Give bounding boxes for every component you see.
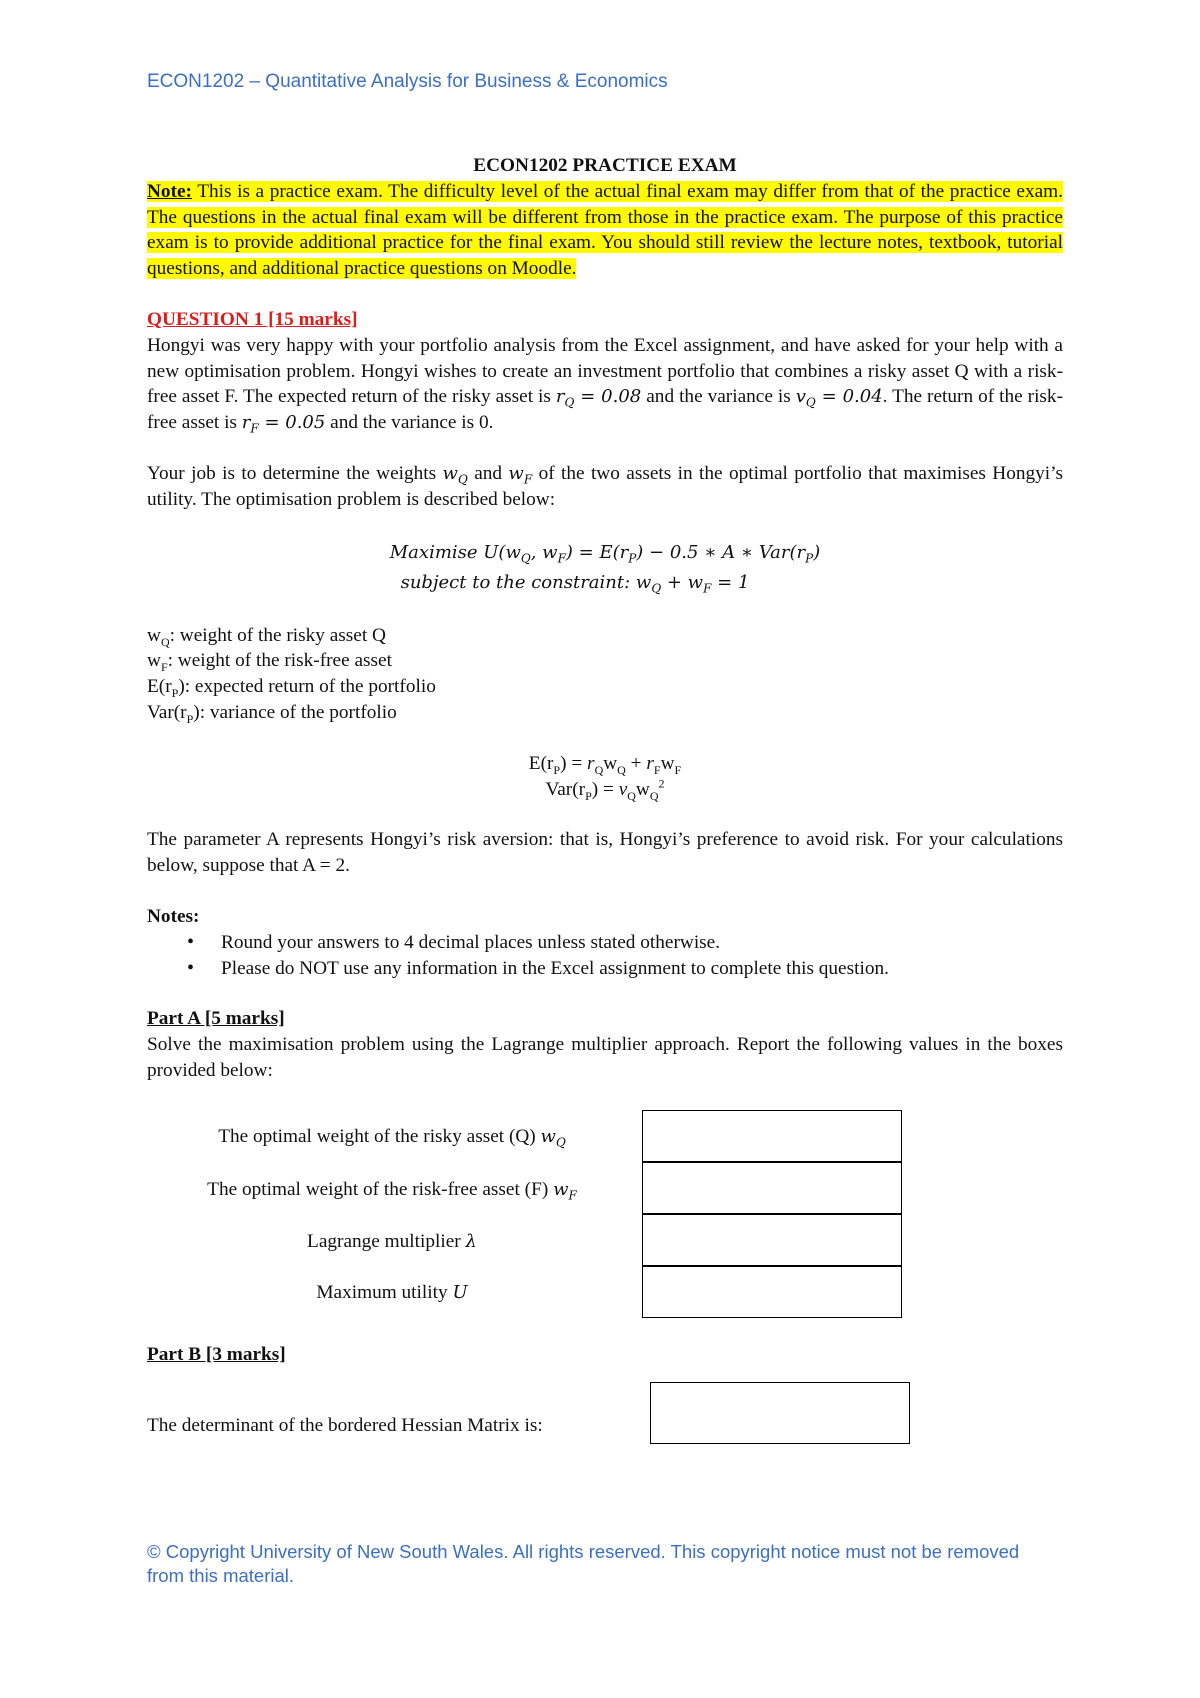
- part-b-text: The determinant of the bordered Hessian Matrix is:: [147, 1414, 543, 1436]
- definition-expected-return: $E(r_P)$: expected return of the portfolio: [147, 676, 436, 701]
- question-1-heading: QUESTION 1 [15 marks]: [147, 308, 358, 330]
- note-item: • Round your answers to 4 decimal places unless stated otherwise.: [221, 930, 1063, 956]
- job-and: and: [474, 462, 503, 484]
- notes-heading: Notes:: [147, 905, 200, 927]
- rq-equation: $r_Q = 0.08$: [555, 386, 642, 410]
- risk-aversion-text: The parameter A represents Hongyi’s risk aversion: that is, Hongyi’s preference to avoid risk. For your calculations below, suppose that A = 2.: [147, 829, 1063, 877]
- answer-box-hessian[interactable]: [650, 1382, 910, 1444]
- question-1-intro: [147, 333, 1063, 436]
- job-part-b: of the two assets in the optimal portfolio that maximises Hongyi’s utility. The optimisation problem is described below:: [147, 462, 1063, 510]
- intro-part-d: and the variance is 0.: [325, 412, 494, 434]
- constraint: subject to the constraint: $w_Q + w_F = 1$: [400, 571, 750, 596]
- definition-wf: $w_F$: weight of the risk-free asset: [147, 650, 392, 675]
- part-b-answer: [147, 1368, 1063, 1458]
- part-a-heading: Part A [5 marks]: [147, 1008, 285, 1030]
- answer-box-wq[interactable]: [642, 1110, 902, 1162]
- answer-label-lambda: Lagrange multiplier λ: [307, 1230, 477, 1252]
- rf-equation: $r_F = 0.05$: [241, 412, 326, 436]
- note-item: • Please do NOT use any information in the Excel assignment to complete this question.: [221, 956, 1063, 982]
- part-a-text: Solve the maximisation problem using the Lagrange multiplier approach. Report the following values in the boxes provided below:: [147, 1034, 1063, 1081]
- expected-return-formula: $E(r_P) = r_Qw_Q + r_Fw_F$: [528, 752, 682, 777]
- variable-definitions: [147, 623, 1063, 726]
- vq-equation: $v_Q = 0.04$: [795, 386, 883, 410]
- note-label: Note:: [147, 180, 192, 202]
- job-part-a: Your job is to determine the weights: [147, 462, 437, 484]
- exam-content: [147, 153, 1063, 1458]
- definition-wq: $w_Q$: weight of the risky asset Q: [147, 624, 386, 649]
- optimisation-problem: [147, 538, 1063, 598]
- course-header: ECON1202 – Quantitative Analysis for Business & Economics: [147, 71, 668, 92]
- wq-symbol: $w_Q$: [442, 462, 468, 487]
- objective-function: Maximise $U(w_Q$, $w_F) = E(r_P) - 0.5$ ∗ A ∗ $Var(r_P)$: [389, 541, 821, 566]
- exam-title: ECON1202 PRACTICE EXAM: [473, 155, 737, 176]
- intro-part-a: Hongyi was very happy with your portfolio analysis from the Excel assignment, and have asked for your help with a new optimisation problem. Hongyi wishes to create an investment portfolio that combines a risky asset Q with a risk-free asset F. The expected return of the risky asset is: [147, 334, 1063, 408]
- intro-part-b: and the variance is: [646, 386, 791, 408]
- answer-box-lambda[interactable]: [642, 1214, 902, 1266]
- job-description: [147, 461, 1063, 513]
- wf-symbol: $w_F$: [508, 462, 533, 487]
- practice-note: [147, 179, 1063, 282]
- copyright-footer: © Copyright University of New South Wales. All rights reserved. This copyright notice must not be removed from this material.: [147, 1541, 1020, 1586]
- answer-label-wq: The optimal weight of the risky asset (Q) $w_Q$: [218, 1125, 566, 1150]
- answer-box-wf[interactable]: [642, 1162, 902, 1214]
- variance-formula: $Var(r_P) = v_Qw_Q^2$: [545, 776, 665, 803]
- part-a-answers: [147, 1110, 1063, 1350]
- note-text: This is a practice exam. The difficulty level of the actual final exam may differ from that of the practice exam. The questions in the actual final exam will be different from those in the practice exam. The purpose of this practice exam is to provide additional practice for the final exam. You should still review the lecture notes, textbook, tutorial questions, and additional practice questions on Moodle.: [147, 180, 1063, 280]
- portfolio-formulas: [147, 751, 1063, 803]
- intro-part-c: . The return of the risk-free asset is: [147, 386, 1063, 434]
- answer-box-utility[interactable]: [642, 1266, 902, 1318]
- notes-list: [147, 930, 1063, 982]
- answer-label-utility: Maximum utility U: [316, 1281, 468, 1303]
- definition-variance: $Var(r_P)$: variance of the portfolio: [147, 701, 397, 726]
- answer-label-wf: The optimal weight of the risk-free asset (F) $w_F$: [207, 1178, 577, 1203]
- part-b-heading: Part B [3 marks]: [147, 1343, 286, 1365]
